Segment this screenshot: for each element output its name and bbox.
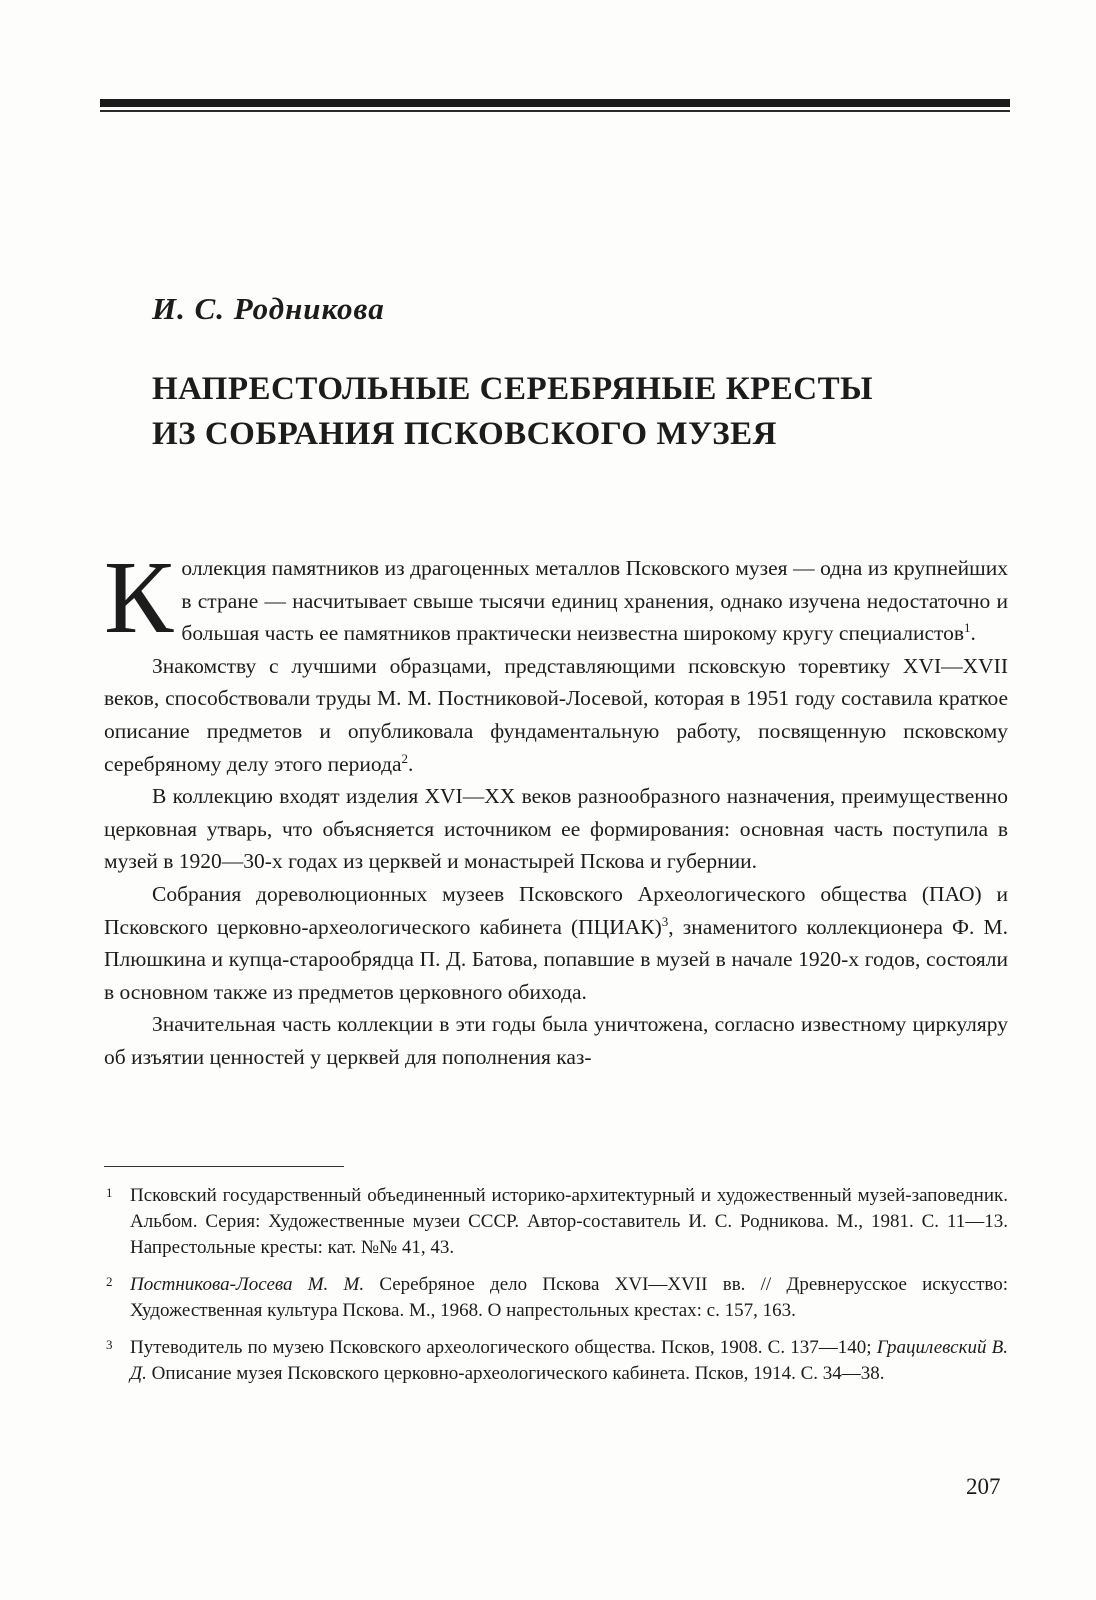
paragraph-1-text: оллекция памятников из драгоценных металлов Псковского музея — одна из крупнейших в стране — насчитывает свыше тысячи единиц хранения, однако изучена недостаточно и большая часть ее памятников практически неизвестна широкому кругу специалистов xyxy=(181,556,1008,646)
paragraph-1 xyxy=(104,540,1008,655)
footnote-author: Грацилевский В. Д. xyxy=(130,1337,1008,1384)
paragraph-3: В коллекцию входят изделия XVI—XX веков разнообразного назначения, преимущественно церковная утварь, что объясняется источником ее формирования: основная часть поступила в музей в 1920—30-х годах из церквей и монастырей Пскова и губернии. xyxy=(104,784,1008,874)
footnote-1 xyxy=(104,1183,1008,1261)
drop-cap: К xyxy=(104,540,174,655)
paragraph-2-text: Знакомству с лучшими образцами, представляющими псковскую торевтику XVI—XVII веков, способствовали труды М. М. Постниковой-Лосевой, которая в 1951 году составила краткое описание предметов и опубликовала фундаментальную работу, посвященную псковскому серебряному делу этого периода xyxy=(104,653,1008,776)
footnote-number: 3 xyxy=(106,1337,113,1352)
title-line-2: ИЗ СОБРАНИЯ ПСКОВСКОГО МУЗЕЯ xyxy=(152,416,778,452)
footnote-number: 1 xyxy=(106,1185,113,1200)
footnote-text: Серебряное дело Пскова XVI—XVII вв. // Древнерусское искусство: Художественная культура Пскова. М., 1968. О напрестольных крестах: с. 157, 163. xyxy=(130,1274,1008,1321)
page-number: 207 xyxy=(966,1474,1001,1499)
footnotes xyxy=(104,1183,1008,1398)
paragraph-2-end: . xyxy=(408,751,414,776)
paragraph-4-end: , знаменитого коллекционера Ф. М. Плюшкина и купца-старообрядца П. Д. Батова, попавшие в музей в начале 1920-х годов, состояли в основном также из предметов церковного обихода. xyxy=(104,914,1008,1004)
paragraph-1-end: . xyxy=(970,621,976,646)
footnote-ref-2[interactable]: 2 xyxy=(401,750,409,766)
footnote-number: 2 xyxy=(106,1274,113,1289)
footnote-text: Псковский государственный объединенный историко-архитектурный и художественный музей-заповедник. Альбом. Серия: Художественные музеи СССР. Автор-составитель И. С. Родникова. М., 1981. С. 11—13. Напрестольные кресты: кат. №№ 41, 43. xyxy=(130,1185,1008,1258)
paragraph-4-text: Собрания дореволюционных музеев Псковского Археологического общества (ПАО) и Псковского церковно-археологического кабинета (ПЦИАК) xyxy=(104,881,1008,939)
paragraph-4 xyxy=(104,878,1008,1008)
footnote-text-end: Описание музея Псковского церковно-археологического кабинета. Псков, 1914. С. 34—38. xyxy=(146,1363,885,1384)
footnote-3 xyxy=(104,1335,1008,1387)
article-body xyxy=(104,540,1008,1074)
footnote-ref-1[interactable]: 1 xyxy=(964,620,971,636)
header-rule-thin xyxy=(100,110,1010,112)
article-title xyxy=(152,367,992,457)
author-name: И. С. Родникова xyxy=(152,291,385,326)
footnote-2 xyxy=(104,1272,1008,1324)
footnote-ref-3[interactable]: 3 xyxy=(661,913,669,929)
header-rule-thick xyxy=(100,99,1010,107)
footnote-author: Постникова-Лосева М. М. xyxy=(130,1274,365,1295)
paragraph-2 xyxy=(104,650,1008,780)
paragraph-5: Значительная часть коллекции в эти годы была уничтожена, согласно известному циркуляру об изъятии ценностей у церквей для пополнения каз- xyxy=(104,1012,1008,1069)
footnote-text: Путеводитель по музею Псковского археологического общества. Псков, 1908. С. 137—140; xyxy=(130,1337,877,1358)
title-line-1: НАПРЕСТОЛЬНЫЕ СЕРЕБРЯНЫЕ КРЕСТЫ xyxy=(152,371,874,407)
footnote-separator xyxy=(104,1166,344,1167)
